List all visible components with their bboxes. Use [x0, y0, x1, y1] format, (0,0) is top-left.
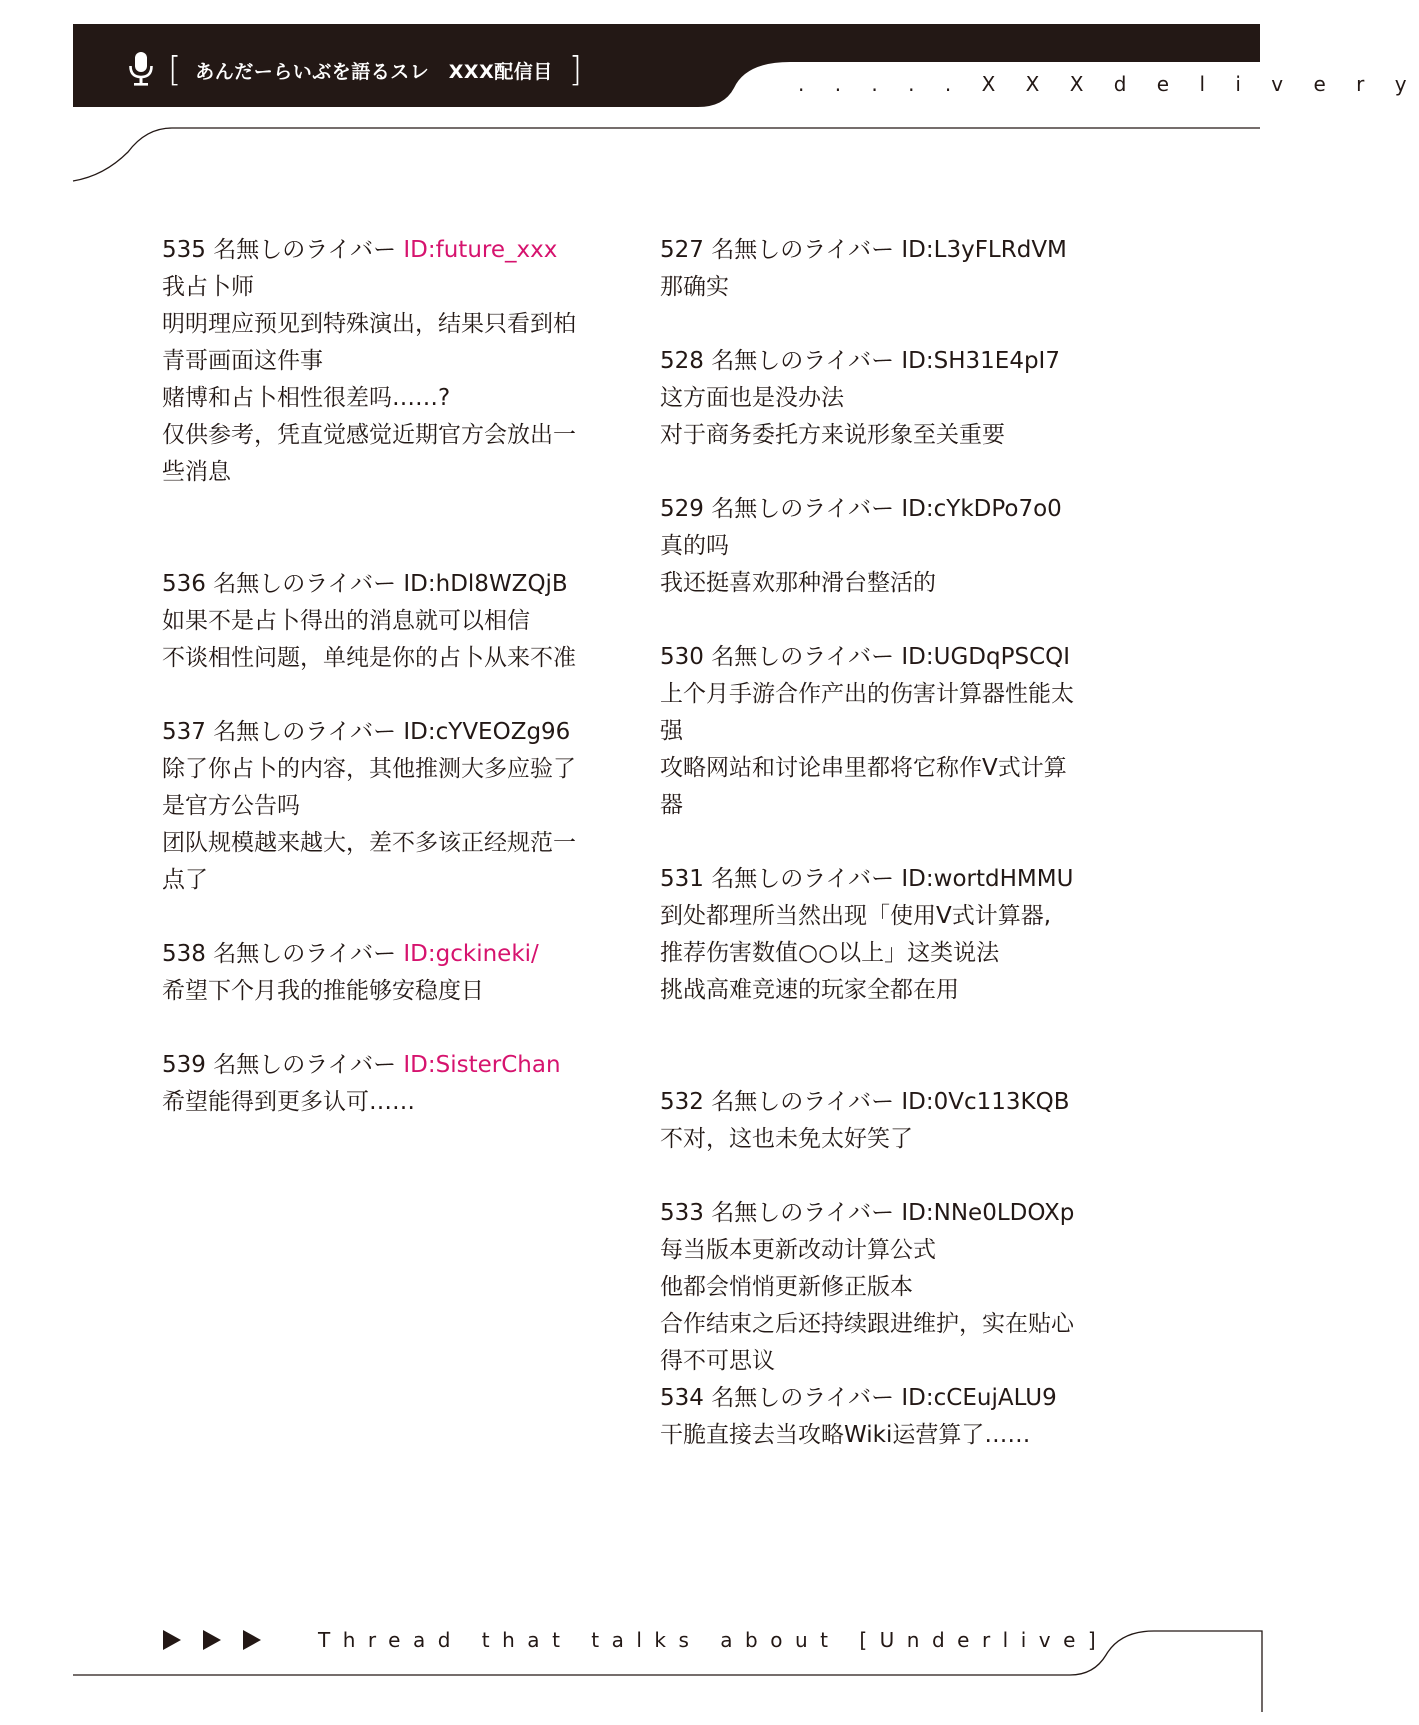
poster-id: ID:SH31E4pI7 [901, 348, 1060, 374]
poster-id: ID:L3yFLRdVM [901, 237, 1067, 263]
footer-arrows [163, 1630, 261, 1650]
microphone-icon [128, 52, 154, 86]
post-header [162, 1047, 614, 1084]
header-bracket-open: [ [168, 50, 182, 90]
footer-tagline: Thread that talks about [Underlive] [318, 1628, 1109, 1652]
header-bracket-close: ] [568, 50, 582, 90]
post-header [660, 1195, 1112, 1232]
post-line: 器 [660, 792, 683, 818]
post-line: 点了 [162, 867, 208, 893]
poster-name: 名無しのライバー [213, 719, 397, 745]
post-line: 到处都理所当然出现「使用V式计算器, [660, 903, 1052, 929]
post-line: 干脆直接去当攻略Wiki运营算了…… [660, 1422, 1031, 1448]
triangle-arrow-icon [163, 1630, 181, 1650]
post [660, 639, 1112, 824]
poster-name: 名無しのライバー [711, 1089, 895, 1115]
poster-name: 名無しのライバー [711, 496, 895, 522]
post-header [660, 232, 1112, 269]
post-line: 每当版本更新改动计算公式 [660, 1237, 936, 1263]
header-subtitle: . . . . . X X X d e l i v e r y [798, 72, 1419, 96]
post-number: 537 [162, 719, 206, 745]
post-header [660, 639, 1112, 676]
post-line: 推荐伤害数值○○以上」这类说法 [660, 940, 1000, 966]
post-line: 青哥画面这件事 [162, 348, 323, 374]
poster-name: 名無しのライバー [711, 1385, 895, 1411]
triangle-arrow-icon [243, 1630, 261, 1650]
post-header [660, 1084, 1112, 1121]
post-header [660, 861, 1112, 898]
post-number: 536 [162, 571, 206, 597]
poster-id: ID:future_xxx [403, 237, 558, 263]
post-line: 对于商务委托方来说形象至关重要 [660, 422, 1005, 448]
poster-id: ID:SisterChan [403, 1052, 561, 1078]
poster-name: 名無しのライバー [213, 237, 397, 263]
post-line: 希望能得到更多认可…… [162, 1089, 415, 1115]
poster-id: ID:cYVEOZg96 [403, 719, 571, 745]
post-line: 我还挺喜欢那种滑台整活的 [660, 570, 936, 596]
poster-name: 名無しのライバー [711, 1200, 895, 1226]
post-line: 希望下个月我的推能够安稳度日 [162, 978, 484, 1004]
post [660, 1380, 1112, 1454]
post-line: 挑战高难竞速的玩家全都在用 [660, 977, 959, 1003]
post-number: 529 [660, 496, 704, 522]
post [162, 1047, 614, 1121]
posts-column-right [660, 232, 1112, 1454]
post-line: 得不可思议 [660, 1348, 775, 1374]
post-line: 我占卜师 [162, 274, 254, 300]
poster-id: ID:NNe0LDOXp [901, 1200, 1075, 1226]
post-number: 535 [162, 237, 206, 263]
poster-id: ID:cCEujALU9 [901, 1385, 1057, 1411]
triangle-arrow-icon [203, 1630, 221, 1650]
post-line: 赌博和占卜相性很差吗……? [162, 385, 451, 411]
poster-name: 名無しのライバー [213, 571, 397, 597]
post-line: 团队规模越来越大，差不多该正经规范一 [162, 830, 576, 856]
post-line: 合作结束之后还持续跟进维护，实在贴心 [660, 1311, 1074, 1337]
poster-name: 名無しのライバー [711, 237, 895, 263]
post-line: 仅供参考，凭直觉感觉近期官方会放出一 [162, 422, 576, 448]
header-title [168, 50, 582, 90]
post [660, 1195, 1112, 1380]
post [660, 232, 1112, 306]
post-line: 不谈相性问题，单纯是你的占卜从来不准 [162, 645, 576, 671]
poster-name: 名無しのライバー [711, 866, 895, 892]
post-line: 他都会悄悄更新修正版本 [660, 1274, 913, 1300]
poster-name: 名無しのライバー [711, 644, 895, 670]
post-header [162, 566, 614, 603]
post-header [162, 232, 614, 269]
post-number: 534 [660, 1385, 704, 1411]
post-number: 533 [660, 1200, 704, 1226]
post-number: 527 [660, 237, 704, 263]
post-header [162, 714, 614, 751]
post-number: 531 [660, 866, 704, 892]
post-number: 539 [162, 1052, 206, 1078]
post-header [660, 491, 1112, 528]
poster-id: ID:cYkDPo7o0 [901, 496, 1062, 522]
post [162, 566, 614, 677]
post [660, 1084, 1112, 1158]
post [162, 936, 614, 1010]
poster-name: 名無しのライバー [213, 941, 397, 967]
post-header [660, 343, 1112, 380]
post-line: 这方面也是没办法 [660, 385, 844, 411]
post-line: 上个月手游合作产出的伤害计算器性能太 [660, 681, 1074, 707]
poster-name: 名無しのライバー [213, 1052, 397, 1078]
poster-id: ID:0Vc113KQB [901, 1089, 1070, 1115]
post-number: 532 [660, 1089, 704, 1115]
post-number: 528 [660, 348, 704, 374]
post-number: 538 [162, 941, 206, 967]
poster-id: ID:hDl8WZQjB [403, 571, 568, 597]
poster-id: ID:gckineki/ [403, 941, 539, 967]
post-line: 如果不是占卜得出的消息就可以相信 [162, 608, 530, 634]
post [162, 714, 614, 899]
poster-id: ID:wortdHMMU [901, 866, 1074, 892]
post-header [162, 936, 614, 973]
post [660, 491, 1112, 602]
post-number: 530 [660, 644, 704, 670]
post-line: 是官方公告吗 [162, 793, 300, 819]
thread-title: あんだーらいぶを語るスレ XXX配信目 [195, 60, 553, 83]
post [660, 343, 1112, 454]
post-header [660, 1380, 1112, 1417]
post-line: 明明理应预见到特殊演出，结果只看到柏 [162, 311, 576, 337]
post-line: 真的吗 [660, 533, 729, 559]
post-line: 强 [660, 718, 683, 744]
post [660, 861, 1112, 1009]
post-line: 那确实 [660, 274, 729, 300]
posts-column-left [162, 232, 614, 1121]
poster-name: 名無しのライバー [711, 348, 895, 374]
post [162, 232, 614, 491]
poster-id: ID:UGDqPSCQI [901, 644, 1071, 670]
post-line: 除了你占卜的内容，其他推测大多应验了 [162, 756, 576, 782]
post-line: 些消息 [162, 459, 231, 485]
post-line: 攻略网站和讨论串里都将它称作V式计算 [660, 755, 1067, 781]
post-line: 不对，这也未免太好笑了 [660, 1126, 913, 1152]
